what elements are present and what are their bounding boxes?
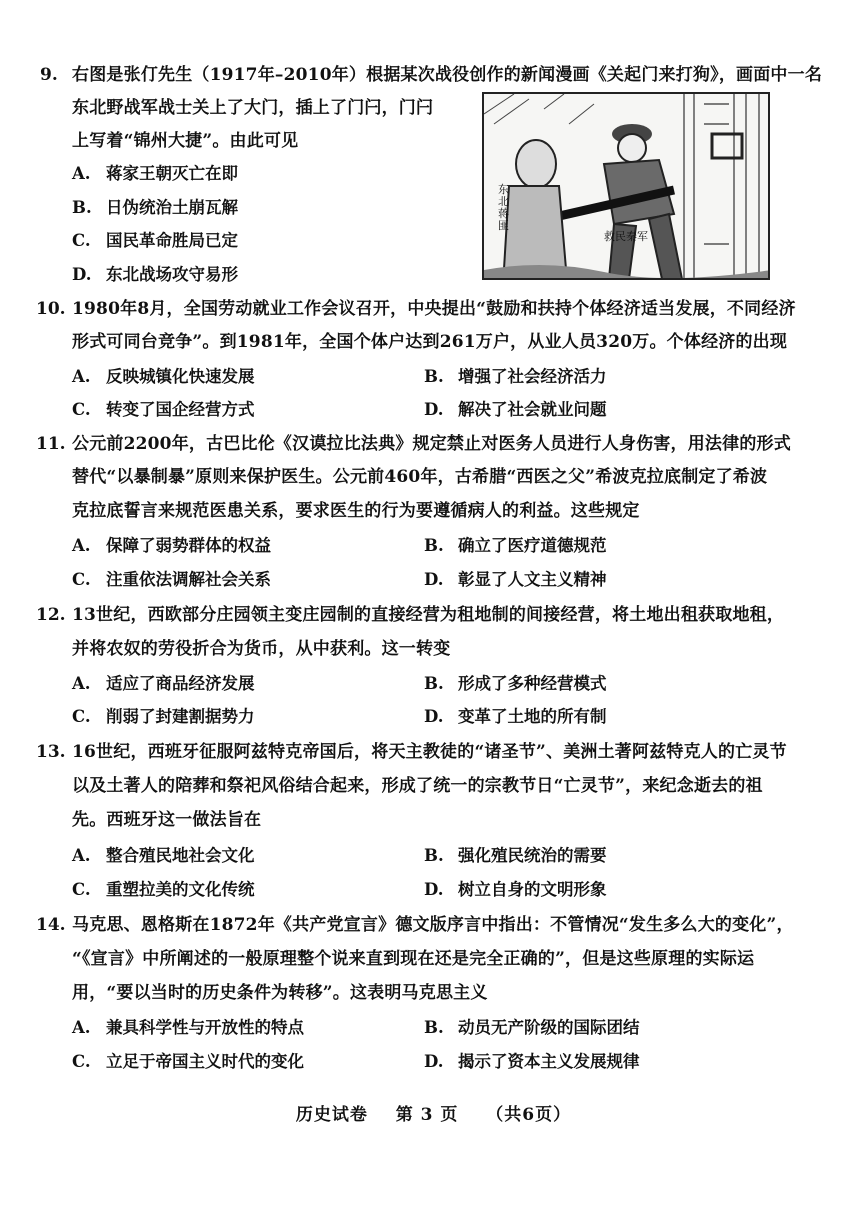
- option-c[interactable]: C. 削弱了封建割据势力: [72, 707, 255, 726]
- cartoon-label-right: 救民秦军: [604, 230, 648, 243]
- option-d[interactable]: D. 变革了土地的所有制: [424, 707, 607, 726]
- option-a[interactable]: A. 保障了弱势群体的权益: [72, 536, 271, 555]
- question-text-line: 马克思、恩格斯在1872年《共产党宣言》德文版序言中指出：不管情况“发生多么大的变化”，: [72, 915, 794, 935]
- option-b[interactable]: B. 增强了社会经济活力: [424, 367, 607, 386]
- footer-page: 第 3 页: [395, 1105, 459, 1125]
- question-text-line: 以及土著人的陪葬和祭祀风俗结合起来，形成了统一的宗教节日“亡灵节”，来纪念逝去的祖: [72, 776, 763, 796]
- option-a[interactable]: A. 兼具科学性与开放性的特点: [72, 1018, 304, 1037]
- option-a[interactable]: A. 适应了商品经济发展: [72, 674, 255, 693]
- question-text-line: 16世纪，西班牙征服阿兹特克帝国后，将天主教徒的“诸圣节”、美洲土著阿兹特克人的亡灵节: [72, 742, 787, 762]
- page-footer: [0, 1100, 867, 1125]
- question-text-line: 用，“要以当时的历史条件为转移”。这表明马克思主义: [72, 983, 488, 1003]
- question-number: 14.: [36, 915, 66, 935]
- cartoon-label-left: 东北蒋匪: [498, 183, 509, 232]
- question-text-line: 上写着“锦州大捷”。由此可见: [72, 131, 299, 151]
- question-text-line: 克拉底誓言来规范医患关系，要求医生的行为要遵循病人的利益。这些规定: [72, 501, 640, 521]
- option-c[interactable]: C. 立足于帝国主义时代的变化: [72, 1052, 304, 1071]
- option-c[interactable]: C. 转变了国企经营方式: [72, 400, 255, 419]
- footer-total: （共6页）: [486, 1105, 572, 1125]
- option-c[interactable]: C. 国民革命胜局已定: [72, 231, 238, 250]
- cartoon-image: [482, 92, 770, 280]
- question-text-line: 1980年8月，全国劳动就业工作会议召开，中央提出“鼓励和扶持个体经济适当发展，不同经济: [72, 299, 796, 319]
- question-number: 11.: [36, 434, 66, 454]
- option-a[interactable]: A. 整合殖民地社会文化: [72, 846, 255, 865]
- question-text-line: 形式可同台竞争”。到1981年，全国个体户达到261万户，从业人员320万。个体经济的出现: [72, 332, 788, 352]
- question-number: 10.: [36, 299, 66, 319]
- option-b[interactable]: B. 确立了医疗道德规范: [424, 536, 607, 555]
- option-c[interactable]: C. 重塑拉美的文化传统: [72, 880, 255, 899]
- question-text-line: 公元前2200年，古巴比伦《汉谟拉比法典》规定禁止对医务人员进行人身伤害，用法律的形式: [72, 434, 791, 454]
- question-number: 9.: [40, 65, 58, 85]
- option-c[interactable]: C. 注重依法调解社会关系: [72, 570, 271, 589]
- option-d[interactable]: D. 解决了社会就业问题: [424, 400, 607, 419]
- question-text-line: 替代“以暴制暴”原则来保护医生。公元前460年，古希腊“西医之父”希波克拉底制定了希波: [72, 467, 768, 487]
- option-b[interactable]: B. 强化殖民统治的需要: [424, 846, 607, 865]
- option-d[interactable]: D. 树立自身的文明形象: [424, 880, 607, 899]
- option-b[interactable]: B. 日伪统治土崩瓦解: [72, 198, 238, 217]
- option-d[interactable]: D. 彰显了人文主义精神: [424, 570, 607, 589]
- question-text-line: 并将农奴的劳役折合为货币，从中获利。这一转变: [72, 639, 451, 659]
- option-d[interactable]: D. 揭示了资本主义发展规律: [424, 1052, 640, 1071]
- option-a[interactable]: A. 反映城镇化快速发展: [72, 367, 255, 386]
- question-text-line: 东北野战军战士关上了大门，插上了门闩，门闩: [72, 98, 434, 118]
- option-b[interactable]: B. 动员无产阶级的国际团结: [424, 1018, 640, 1037]
- question-number: 13.: [36, 742, 66, 762]
- option-d[interactable]: D. 东北战场攻守易形: [72, 265, 238, 284]
- question-text-line: 13世纪，西欧部分庄园领主变庄园制的直接经营为租地制的间接经营，将土地出租获取地租，: [72, 605, 785, 625]
- cartoon-illustration: [484, 94, 770, 280]
- footer-subject: 历史试卷: [295, 1105, 368, 1125]
- question-text-line: 右图是张仃先生（1917年–2010年）根据某次战役创作的新闻漫画《关起门来打狗》，画面中一名: [72, 65, 823, 85]
- option-b[interactable]: B. 形成了多种经营模式: [424, 674, 607, 693]
- option-a[interactable]: A. 蒋家王朝灭亡在即: [72, 164, 238, 183]
- question-number: 12.: [36, 605, 66, 625]
- question-text-line: 先。西班牙这一做法旨在: [72, 810, 262, 830]
- question-text-line: “《宣言》中所阐述的一般原理整个说来直到现在还是完全正确的”，但是这些原理的实际运: [72, 949, 755, 969]
